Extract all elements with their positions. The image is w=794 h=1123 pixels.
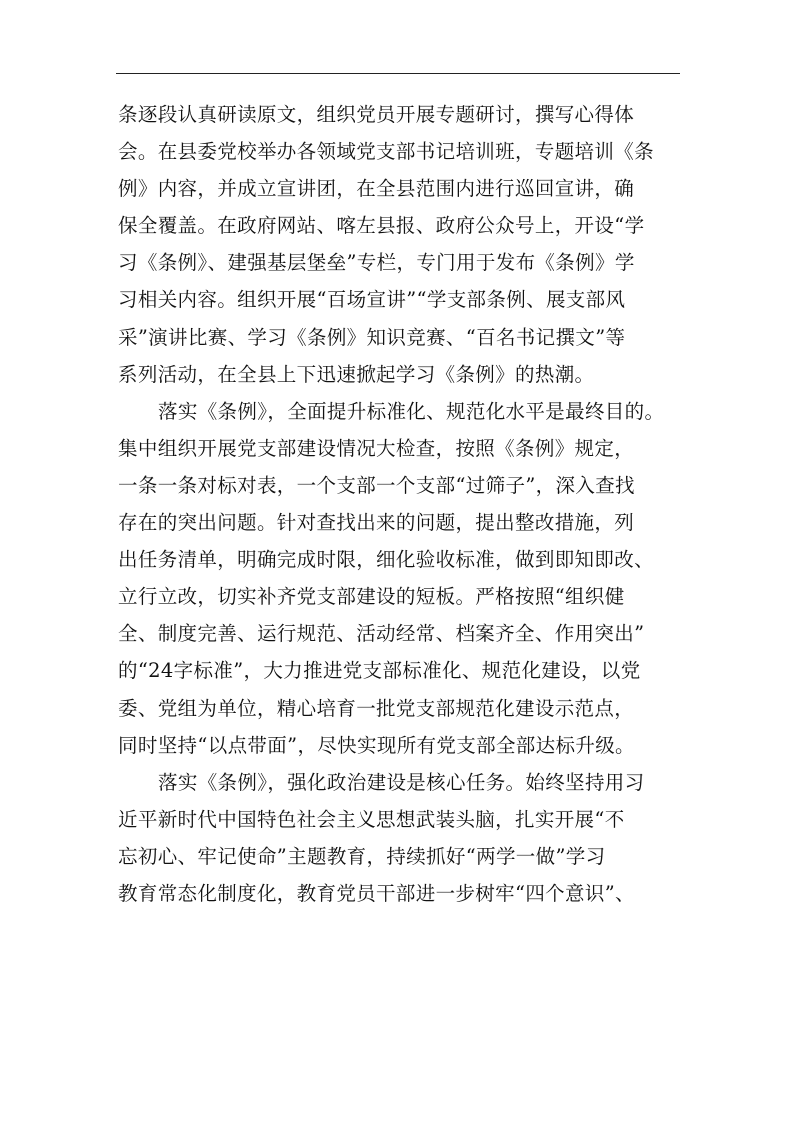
text-line: 近平新时代中国特色社会主义思想武装头脑，扎实开展“不	[118, 807, 625, 831]
text-line: 保全覆盖。在政府网站、喀左县报、政府公众号上，开设“学	[118, 214, 645, 238]
text-line: 系列活动，在全县上下迅速掀起学习《条例》的热潮。	[118, 362, 595, 386]
text-line: 立行立改，切实补齐党支部建设的短板。严格按照“组织健	[118, 585, 625, 609]
text-line: 采”演讲比赛、学习《条例》知识竞赛、“百名书记撰文”等	[118, 325, 626, 349]
paragraph-first-line: 落实《条例》，强化政治建设是核心任务。始终坚持用习	[158, 770, 645, 794]
header-rule	[116, 73, 680, 74]
text-line: 委、党组为单位，精心培育一批党支部规范化建设示范点，	[118, 696, 635, 720]
text-line: 存在的突出问题。针对查找出来的问题，提出整改措施，列	[118, 511, 635, 535]
text-line: 习相关内容。组织开展“百场宣讲”“学支部条例、展支部风	[118, 288, 626, 312]
text-line: 会。在县委党校举办各领域党支部书记培训班，专题培训《条	[118, 140, 654, 164]
text-line: 习《条例》、建强基层堡垒”专栏，专门用于发布《条例》学	[118, 251, 635, 275]
text-line: 出任务清单，明确完成时限，细化验收标准，做到即知即改、	[118, 548, 654, 572]
text-line: 忘初心、牢记使命”主题教育，持续抓好“两学一做”学习	[118, 844, 606, 868]
paragraph-first-line: 落实《条例》，全面提升标准化、规范化水平是最终目的。	[158, 399, 665, 423]
text-line: 一条一条对标对表，一个支部一个支部“过筛子”，深入查找	[118, 473, 635, 497]
text-line: 教育常态化制度化，教育党员干部进一步树牢“四个意识”、	[118, 881, 635, 905]
text-line: 同时坚持“以点带面”，尽快实现所有党支部全部达标升级。	[118, 733, 635, 757]
text-line: 的“24字标准”，大力推进党支部标准化、规范化建设，以党	[118, 659, 641, 683]
text-line: 例》内容，并成立宣讲团，在全县范围内进行巡回宣讲，确	[118, 177, 635, 201]
text-line: 条逐段认真研读原文，组织党员开展专题研讨，撰写心得体	[118, 103, 635, 126]
document-body	[118, 96, 688, 912]
text-line: 全、制度完善、运行规范、活动经常、档案齐全、作用突出”	[118, 622, 645, 646]
text-line: 集中组织开展党支部建设情况大检查，按照《条例》规定，	[118, 436, 635, 460]
